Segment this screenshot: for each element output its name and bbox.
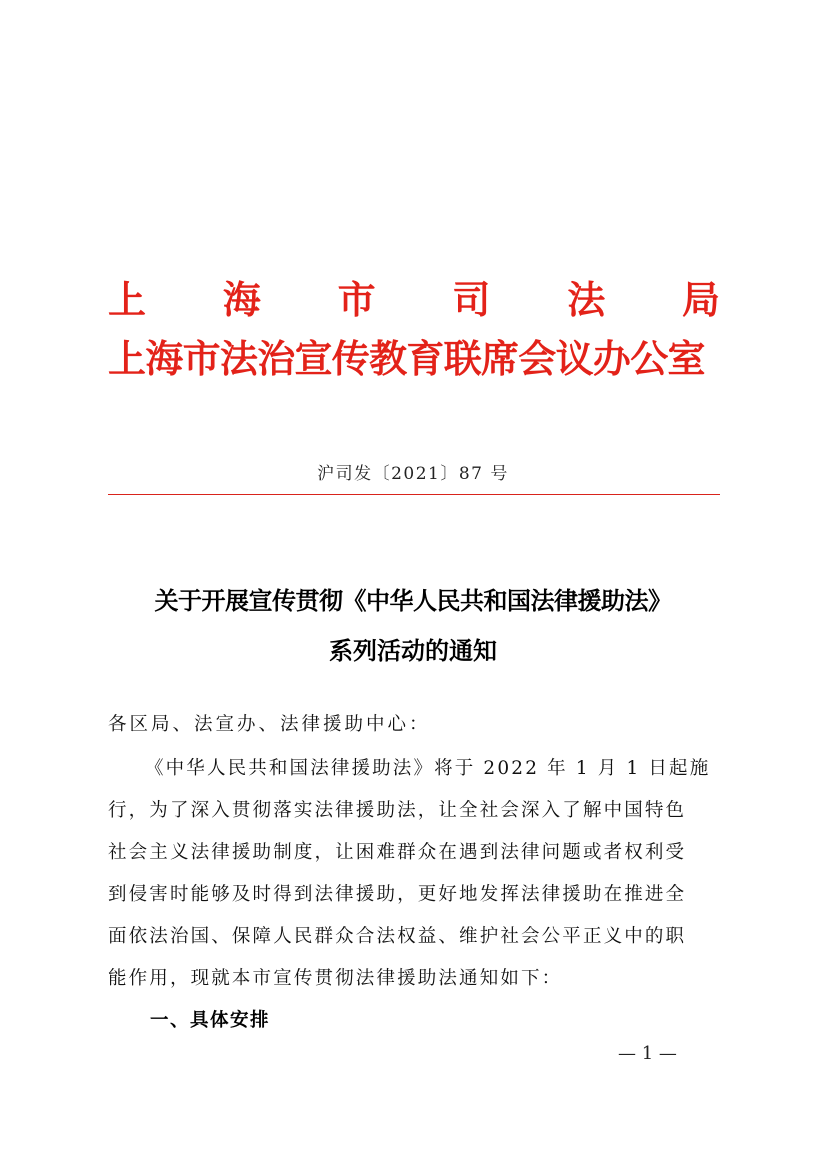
issuer-char: 司 <box>452 277 491 322</box>
paragraph-line: 面依法治国、保障人民群众合法权益、维护社会公平正义中的职 <box>108 926 687 947</box>
red-separator-line <box>108 494 720 495</box>
issuer-name-line1 <box>108 277 720 322</box>
salutation: 各区局、法宣办、法律援助中心： <box>108 714 431 735</box>
paragraph-line: 《中华人民共和国法律援助法》将于 2022 年 1 月 1 日起施 <box>145 758 711 779</box>
paragraph-line: 行，为了深入贯彻落实法律援助法，让全社会深入了解中国特色 <box>108 800 687 821</box>
paragraph-line: 社会主义法律援助制度，让困难群众在遇到法律问题或者权利受 <box>108 842 687 863</box>
issuer-char: 局 <box>681 277 720 322</box>
section-heading: 一、具体安排 <box>150 1010 271 1031</box>
issuer-name-line2: 上海市法治宣传教育联席会议办公室 <box>108 336 705 381</box>
paragraph-line: 能作用，现就本市宣传贯彻法律援助法通知如下： <box>108 968 563 989</box>
document-title-line2: 系列活动的通知 <box>329 636 497 665</box>
issuer-char: 法 <box>567 277 606 322</box>
document-title-line1: 关于开展宣传贯彻《中华人民共和国法律援助法》 <box>154 586 672 615</box>
page-number: — 1 — <box>618 1043 677 1064</box>
issuer-char: 市 <box>337 277 376 322</box>
document-number: 沪司发〔2021〕87 号 <box>317 464 509 484</box>
issuer-char: 海 <box>222 277 261 322</box>
issuer-char: 上 <box>108 277 147 322</box>
paragraph-line: 到侵害时能够及时得到法律援助，更好地发挥法律援助在推进全 <box>108 884 687 905</box>
